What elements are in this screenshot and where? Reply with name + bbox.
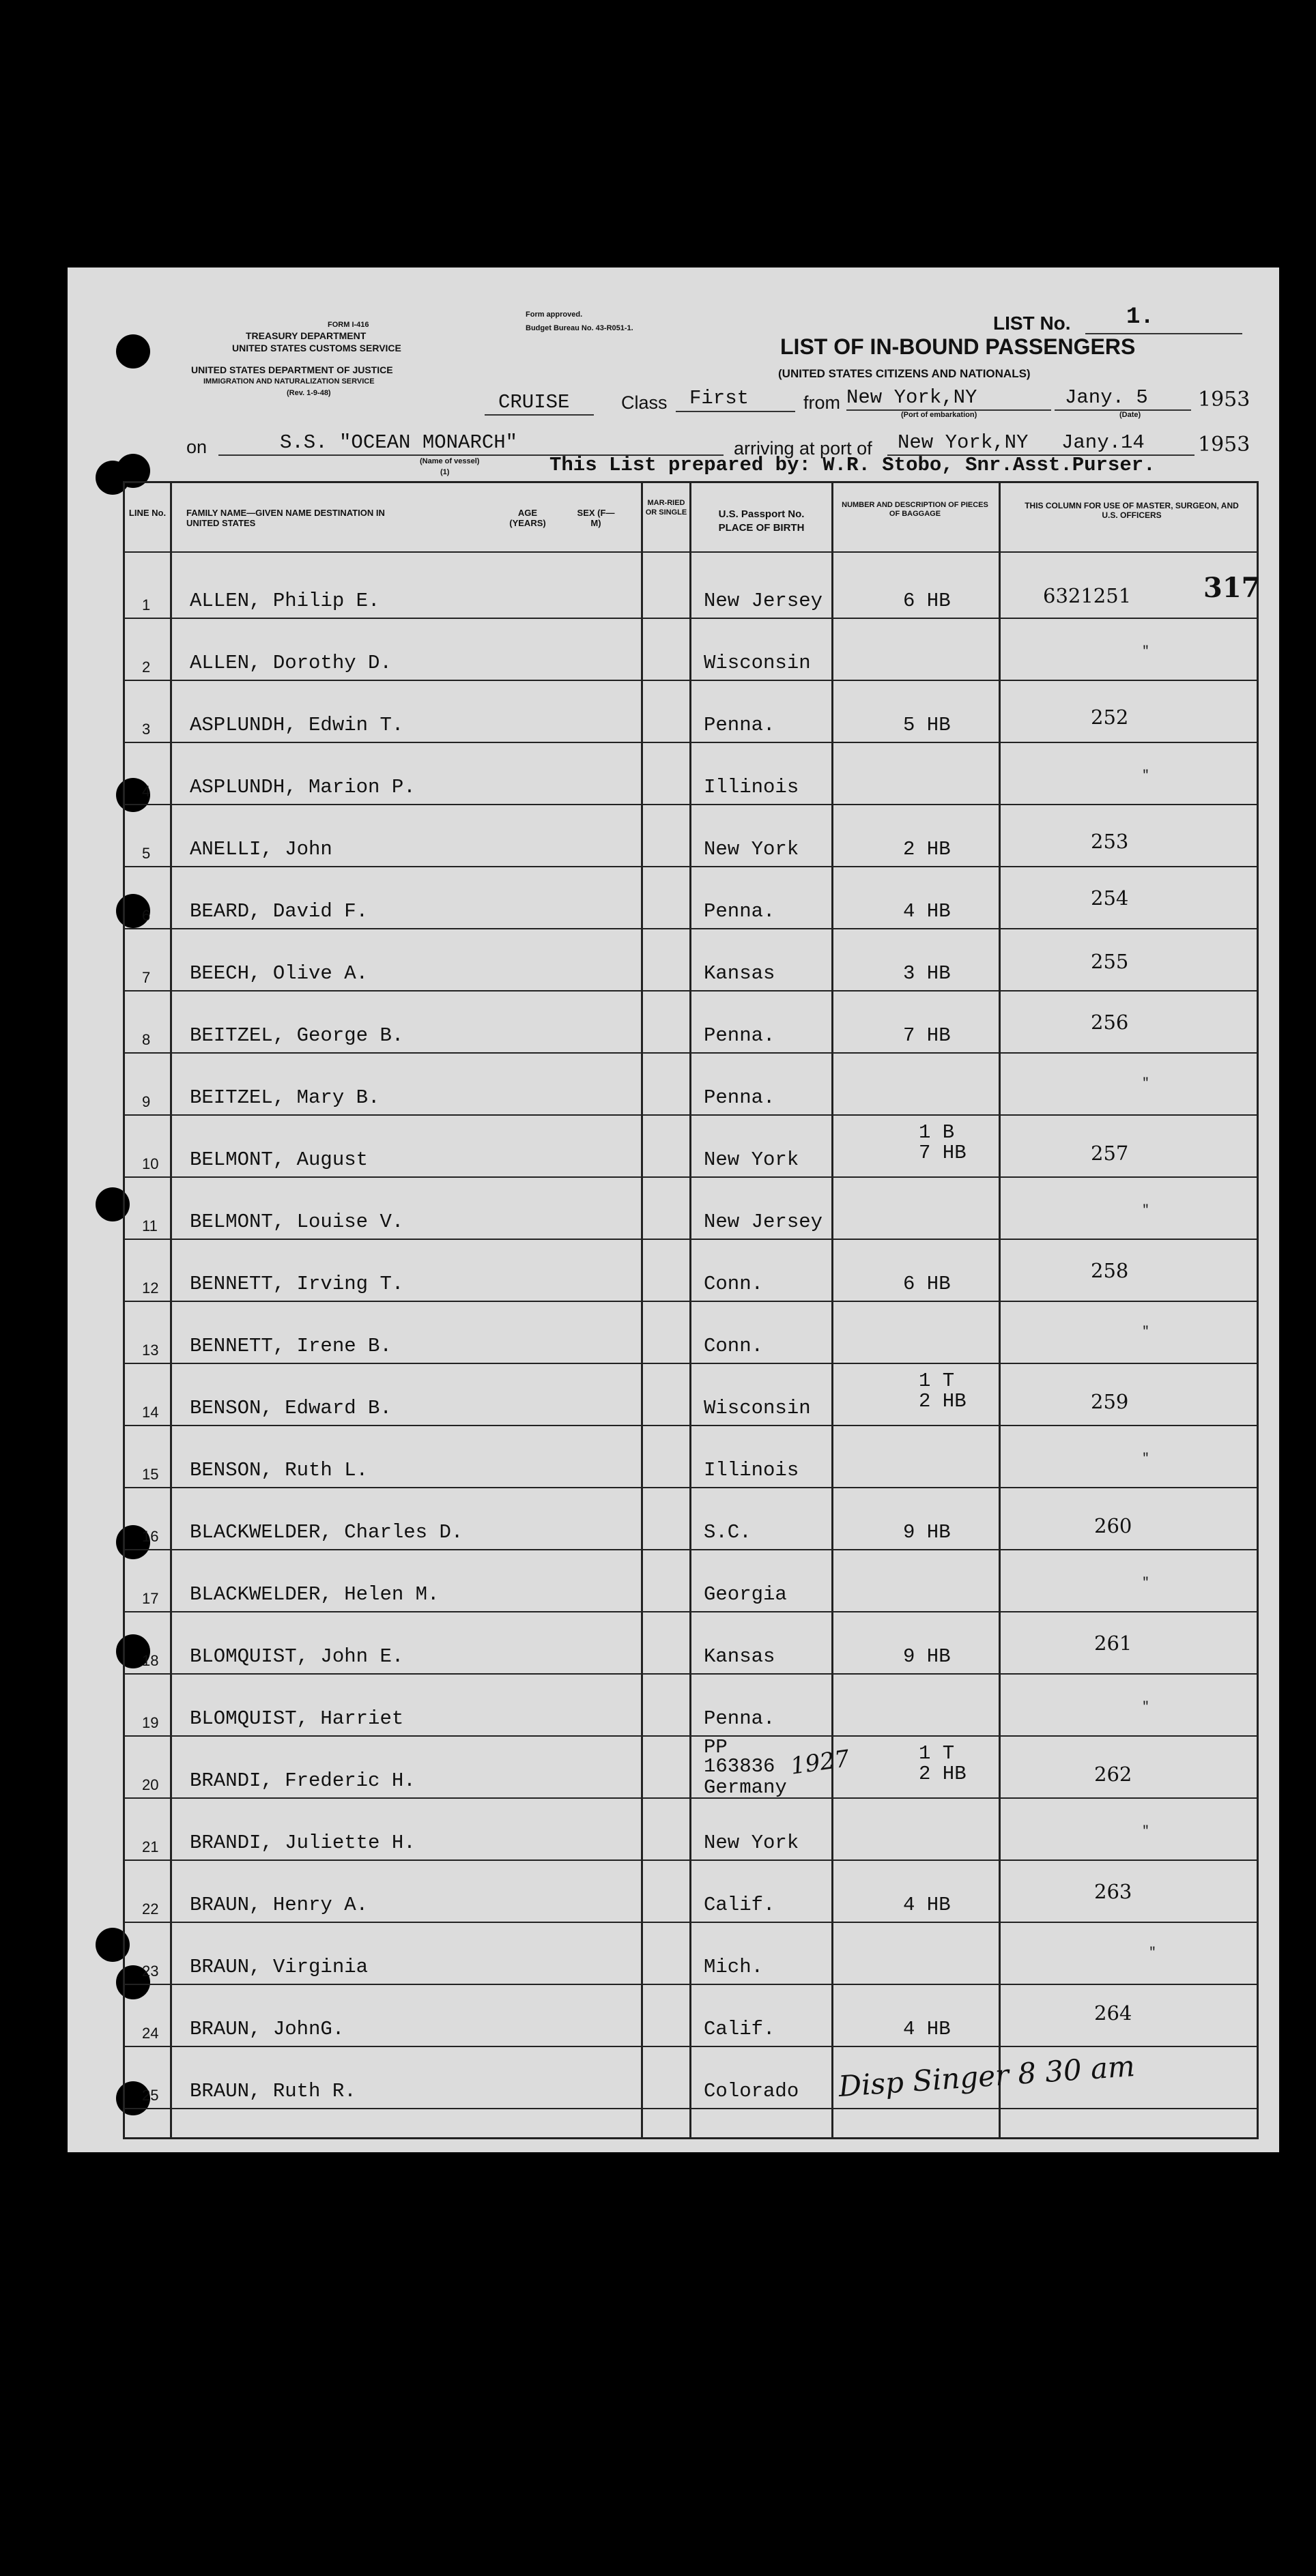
- officer-note: ": [1149, 1946, 1156, 1960]
- agency-ins: IMMIGRATION AND NATURALIZATION SERVICE: [203, 377, 375, 386]
- passenger-name: BENSON, Ruth L.: [190, 1459, 369, 1481]
- header-married: MAR-RIED OR SINGLE: [645, 499, 687, 517]
- place-of-birth: Penna.: [704, 1086, 775, 1109]
- passenger-row: [125, 1363, 1257, 1425]
- list-number-label: LIST No.: [993, 313, 1071, 334]
- vessel-name: S.S. "OCEAN MONARCH": [280, 431, 518, 454]
- line-number: 19: [142, 1714, 159, 1731]
- baggage-line-1: 1 B: [919, 1121, 955, 1144]
- officer-note: ": [1142, 1825, 1149, 1838]
- header-officers: THIS COLUMN FOR USE OF MASTER, SURGEON, AND U.S. OFFICERS: [1025, 501, 1239, 520]
- from-label: from: [803, 392, 840, 413]
- passenger-name: BEITZEL, Mary B.: [190, 1086, 380, 1109]
- place-of-birth: Penna.: [704, 1707, 775, 1730]
- passenger-name: BEECH, Olive A.: [190, 962, 369, 985]
- header-age: AGE (YEARS): [509, 508, 546, 528]
- class-label: Class: [621, 392, 668, 413]
- line-number: 12: [142, 1279, 159, 1297]
- passenger-row: [125, 928, 1257, 990]
- place-of-birth: New York: [704, 838, 799, 860]
- baggage: 2 HB: [903, 838, 951, 860]
- place-of-birth: New York: [704, 1148, 799, 1171]
- passenger-row: [125, 1176, 1257, 1239]
- passenger-name: BRAUN, Virginia: [190, 1956, 369, 1978]
- passenger-row: [125, 1922, 1257, 1984]
- port-embark-caption: (Port of embarkation): [901, 411, 977, 419]
- line-number: 15: [142, 1466, 159, 1483]
- passenger-name: BRAUN, Ruth R.: [190, 2080, 356, 2102]
- departure-date: Jany. 5: [1065, 386, 1148, 409]
- header-name: FAMILY NAME—GIVEN NAME DESTINATION IN UNITED STATES: [186, 508, 385, 528]
- baggage-line-1: 1 T: [919, 1742, 955, 1765]
- header-sex: SEX (F—M): [577, 508, 615, 528]
- passenger-name: ASPLUNDH, Marion P.: [190, 776, 416, 798]
- passenger-row: [125, 1673, 1257, 1735]
- line-number: 14: [142, 1404, 159, 1421]
- passenger-name: BLACKWELDER, Helen M.: [190, 1583, 440, 1606]
- baggage: 9 HB: [903, 1645, 951, 1668]
- officer-note: 260: [1094, 1514, 1132, 1537]
- officer-note: 264: [1094, 2001, 1132, 2025]
- place-of-birth: Germany: [704, 1776, 787, 1799]
- officer-note: ": [1142, 1325, 1149, 1339]
- officer-note: 6321251: [1043, 584, 1132, 607]
- page-stamp-number: 317: [1203, 572, 1261, 604]
- passenger-name: ANELLI, John: [190, 838, 332, 860]
- passenger-row: [125, 618, 1257, 680]
- baggage: 2 HB: [919, 1763, 967, 1785]
- class-value: First: [689, 387, 749, 409]
- passenger-name: BELMONT, August: [190, 1148, 369, 1171]
- passenger-name: BENNETT, Irving T.: [190, 1273, 404, 1295]
- line-number: 1: [142, 596, 151, 613]
- place-of-birth: S.C.: [704, 1521, 752, 1544]
- passenger-name: BLOMQUIST, Harriet: [190, 1707, 404, 1730]
- header-baggage: NUMBER AND DESCRIPTION OF PIECES OF BAGGAGE: [842, 501, 988, 518]
- line-number: 22: [142, 1900, 159, 1917]
- header-passport: U.S. Passport No. PLACE OF BIRTH: [718, 508, 805, 534]
- passenger-row: [125, 1301, 1257, 1363]
- passenger-row: [125, 1425, 1257, 1487]
- officer-note: ": [1142, 1452, 1149, 1466]
- passenger-name: BRAUN, Henry A.: [190, 1894, 369, 1916]
- passenger-name: BELMONT, Louise V.: [190, 1211, 404, 1233]
- passenger-row: [125, 1797, 1257, 1859]
- passenger-row: [125, 555, 1257, 618]
- line-number: 6: [142, 907, 151, 924]
- agency-treasury: TREASURY DEPARTMENT: [246, 330, 367, 341]
- officer-note: 263: [1094, 1880, 1132, 1903]
- baggage: 4 HB: [903, 2018, 951, 2040]
- officer-note: ": [1142, 1701, 1149, 1714]
- baggage-line-1: 1 T: [919, 1370, 955, 1392]
- prepared-by: This List prepared by: W.R. Stobo, Snr.Asst.Purser.: [549, 454, 1156, 476]
- passenger-name: BEITZEL, George B.: [190, 1024, 404, 1047]
- place-of-birth: Georgia: [704, 1583, 787, 1606]
- cruise-label: CRUISE: [498, 391, 570, 414]
- place-of-birth: Kansas: [704, 1645, 775, 1668]
- arrival-date: Jany.14: [1061, 431, 1145, 454]
- passenger-row: [125, 1984, 1257, 2046]
- line-number: 8: [142, 1031, 151, 1048]
- passenger-name: ASPLUNDH, Edwin T.: [190, 714, 404, 736]
- place-of-birth: Kansas: [704, 962, 775, 985]
- form-subtitle: (UNITED STATES CITIZENS AND NATIONALS): [778, 367, 1031, 380]
- list-number: 1.: [1126, 304, 1154, 330]
- line-number: 2: [142, 659, 151, 676]
- place-of-birth: Wisconsin: [704, 1397, 811, 1419]
- place-of-birth: Mich.: [704, 1956, 764, 1978]
- vessel-caption-number: (1): [440, 468, 450, 476]
- line-number: 7: [142, 969, 151, 986]
- line-number: 25: [142, 2087, 159, 2104]
- officer-note: 252: [1091, 706, 1129, 729]
- officer-note: ": [1142, 1077, 1149, 1090]
- passenger-row: [125, 1487, 1257, 1549]
- place-of-birth: Calif.: [704, 1894, 775, 1916]
- place-of-birth: Penna.: [704, 1024, 775, 1047]
- place-of-birth: New York: [704, 1832, 799, 1854]
- agency-justice: UNITED STATES DEPARTMENT OF JUSTICE: [191, 364, 393, 375]
- line-number: 11: [142, 1217, 158, 1234]
- passenger-row: [125, 990, 1257, 1052]
- officer-note: ": [1142, 769, 1149, 783]
- line-number: 4: [142, 783, 151, 800]
- baggage: 3 HB: [903, 962, 951, 985]
- arrival-port: New York,NY: [898, 431, 1029, 454]
- line-number: 23: [142, 1963, 159, 1980]
- baggage: 7 HB: [903, 1024, 951, 1047]
- officer-note: 261: [1094, 1632, 1132, 1655]
- header-line-no: LINE No.: [128, 508, 167, 518]
- place-of-birth: Colorado: [704, 2080, 799, 2102]
- passenger-row: [125, 742, 1257, 804]
- on-label: on: [186, 437, 208, 457]
- officer-note: 253: [1091, 830, 1129, 853]
- passenger-row: [125, 866, 1257, 928]
- officer-note: 259: [1091, 1390, 1129, 1413]
- baggage: 4 HB: [903, 900, 951, 923]
- date-caption: (Date): [1119, 411, 1141, 419]
- officer-note: ": [1142, 1204, 1149, 1217]
- arriving-label: arriving at port of: [734, 438, 872, 459]
- officer-note: 258: [1091, 1259, 1129, 1282]
- form-revision: (Rev. 1-9-48): [287, 389, 331, 397]
- passenger-name: BEARD, David F.: [190, 900, 369, 923]
- line-number: 20: [142, 1776, 159, 1793]
- place-of-birth: Conn.: [704, 1335, 764, 1357]
- passenger-name: BENNETT, Irene B.: [190, 1335, 392, 1357]
- passenger-row: [125, 680, 1257, 742]
- place-of-birth: Penna.: [704, 900, 775, 923]
- handwritten-dispatch-note: Disp Singer 8 30 am: [837, 2049, 1136, 2104]
- departure-year: 1953: [1198, 388, 1250, 411]
- passenger-row: [125, 1114, 1257, 1176]
- passenger-name: BLOMQUIST, John E.: [190, 1645, 404, 1668]
- place-of-birth: Wisconsin: [704, 652, 811, 674]
- officer-note: 256: [1091, 1011, 1129, 1034]
- line-number: 21: [142, 1838, 159, 1855]
- passenger-name: BRANDI, Frederic H.: [190, 1769, 416, 1792]
- baggage: 2 HB: [919, 1390, 967, 1413]
- passenger-name: BENSON, Edward B.: [190, 1397, 392, 1419]
- passenger-name: ALLEN, Philip E.: [190, 590, 380, 612]
- place-of-birth: Penna.: [704, 714, 775, 736]
- passenger-row: [125, 1859, 1257, 1922]
- line-number: 10: [142, 1155, 159, 1172]
- punch-hole: [116, 334, 150, 368]
- port-of-embarkation: New York,NY: [846, 386, 977, 409]
- officer-note: 262: [1094, 1763, 1132, 1786]
- place-of-birth: Calif.: [704, 2018, 775, 2040]
- agency-customs: UNITED STATES CUSTOMS SERVICE: [232, 343, 401, 353]
- baggage: 6 HB: [903, 1273, 951, 1295]
- passenger-row: [125, 2046, 1257, 2108]
- budget-bureau: Budget Bureau No. 43-R051-1.: [526, 324, 633, 332]
- handwritten-note: 1927: [788, 1745, 851, 1780]
- passenger-table: [123, 481, 1259, 2139]
- baggage: 9 HB: [903, 1521, 951, 1544]
- place-of-birth: New Jersey: [704, 1211, 823, 1233]
- line-number: 3: [142, 721, 151, 738]
- line-number: 18: [142, 1652, 159, 1669]
- officer-note: ": [1142, 1576, 1149, 1590]
- line-number: 5: [142, 845, 151, 862]
- place-of-birth: Illinois: [704, 1459, 799, 1481]
- officer-note: 255: [1091, 950, 1129, 973]
- passenger-name: BRAUN, JohnG.: [190, 2018, 345, 2040]
- baggage: 7 HB: [919, 1142, 967, 1164]
- line-number: 16: [142, 1528, 159, 1545]
- passenger-row: [125, 1611, 1257, 1673]
- form-approved: Form approved.: [526, 310, 583, 319]
- passenger-row: [125, 1549, 1257, 1611]
- baggage: 5 HB: [903, 714, 951, 736]
- place-of-birth: New Jersey: [704, 590, 823, 612]
- vessel-caption: (Name of vessel): [420, 457, 480, 465]
- form-title: LIST OF IN-BOUND PASSENGERS: [780, 334, 1136, 359]
- passport-number: PP 163836: [704, 1736, 775, 1778]
- passenger-name: BLACKWELDER, Charles D.: [190, 1521, 463, 1544]
- officer-note: 254: [1091, 886, 1129, 910]
- baggage: 4 HB: [903, 1894, 951, 1916]
- place-of-birth: Conn.: [704, 1273, 764, 1295]
- line-number: 24: [142, 2025, 159, 2042]
- officer-note: 257: [1091, 1142, 1129, 1165]
- line-number: 9: [142, 1093, 151, 1110]
- place-of-birth: Illinois: [704, 776, 799, 798]
- baggage: 6 HB: [903, 590, 951, 612]
- passenger-row: [125, 1052, 1257, 1114]
- passenger-row: [125, 1239, 1257, 1301]
- passenger-row: [125, 804, 1257, 866]
- line-number: 13: [142, 1342, 159, 1359]
- passenger-name: BRANDI, Juliette H.: [190, 1832, 416, 1854]
- arrival-year: 1953: [1198, 433, 1250, 457]
- line-number: 17: [142, 1590, 159, 1607]
- passenger-row: [125, 1735, 1257, 1797]
- passenger-name: ALLEN, Dorothy D.: [190, 652, 392, 674]
- officer-note: ": [1142, 645, 1149, 659]
- form-number: FORM I-416: [328, 321, 369, 329]
